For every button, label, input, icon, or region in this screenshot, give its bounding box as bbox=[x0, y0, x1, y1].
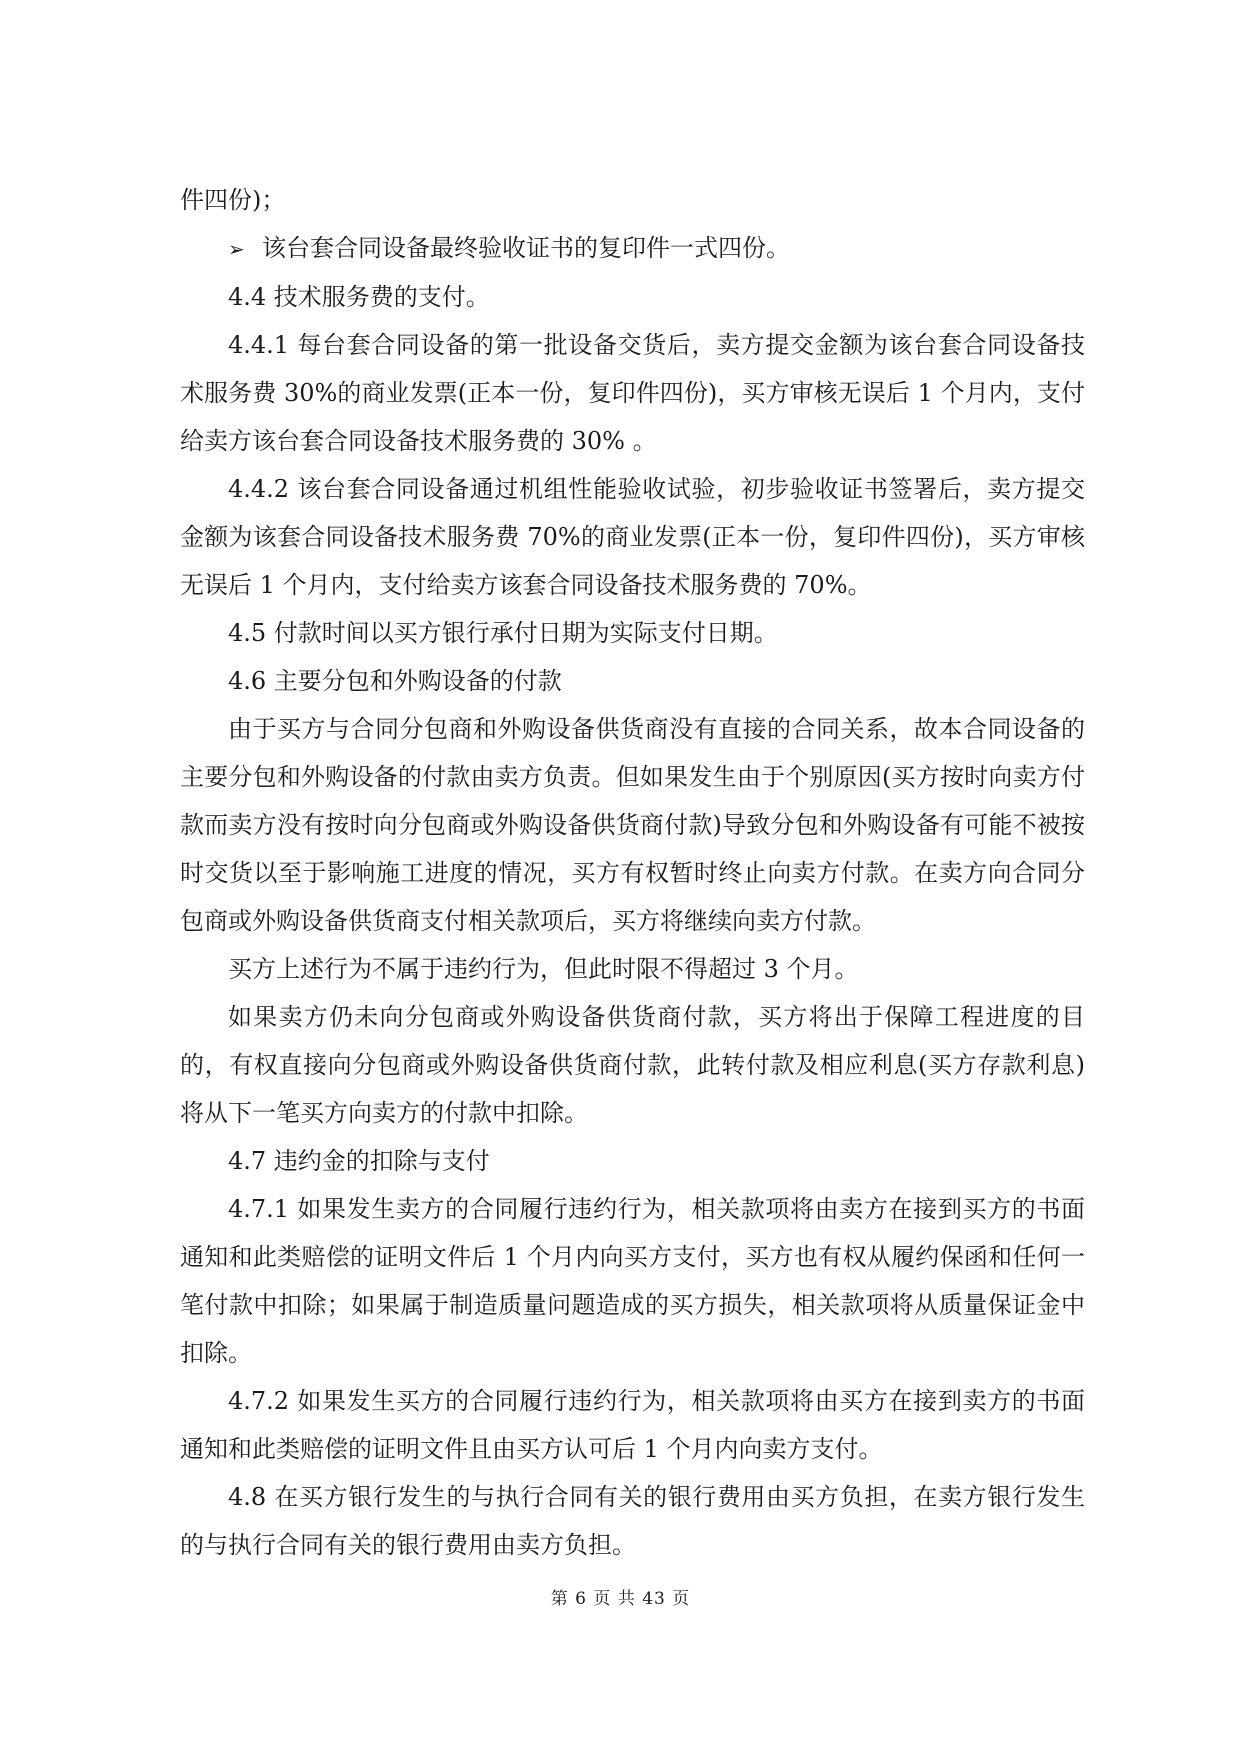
paragraph: 4.4.1 每台套合同设备的第一批设备交货后，卖方提交金额为该台套合同设备技术服务费 30%的商业发票(正本一份，复印件四份)，买方审核无误后 1 个月内，支付给卖方该台套合同设备技术服务费的 30% 。 bbox=[180, 331, 1085, 455]
bullet-paragraph bbox=[180, 224, 1085, 273]
paragraph: 4.4.2 该台套合同设备通过机组性能验收试验，初步验收证书签署后，卖方提交金额为该套合同设备技术服务费 70%的商业发票(正本一份，复印件四份)，买方审核无误后 1 个月内，支付给卖方该套合同设备技术服务费的 70%。 bbox=[180, 475, 1085, 599]
paragraph: 如果卖方仍未向分包商或外购设备供货商付款，买方将出于保障工程进度的目的，有权直接向分包商或外购设备供货商付款，此转付款及相应利息(买方存款利息)将从下一笔买方向卖方的付款中扣除。 bbox=[180, 1003, 1085, 1127]
paragraph: 4.8 在买方银行发生的与执行合同有关的银行费用由买方负担，在卖方银行发生的与执行合同有关的银行费用由卖方负担。 bbox=[180, 1483, 1085, 1559]
paragraph: 4.7.1 如果发生卖方的合同履行违约行为，相关款项将由卖方在接到买方的书面通知和此类赔偿的证明文件后 1 个月内向买方支付，买方也有权从履约保函和任何一笔付款中扣除；如果属于制造质量问题造成的买方损失，相关款项将从质量保证金中扣除。 bbox=[180, 1195, 1085, 1367]
bullet-text: 该台套合同设备最终验收证书的复印件一式四份。 bbox=[262, 234, 790, 262]
paragraph: 买方上述行为不属于违约行为，但此时限不得超过 3 个月。 bbox=[228, 955, 859, 983]
paragraph: 4.4 技术服务费的支付。 bbox=[228, 283, 490, 311]
body-text bbox=[180, 176, 1085, 1569]
paragraph: 件四份)； bbox=[180, 186, 286, 214]
paragraph: 4.7 违约金的扣除与支付 bbox=[228, 1147, 490, 1175]
paragraph: 由于买方与合同分包商和外购设备供货商没有直接的合同关系，故本合同设备的主要分包和外购设备的付款由卖方负责。但如果发生由于个别原因(买方按时向卖方付款而卖方没有按时向分包商或外购设备供货商付款)导致分包和外购设备有可能不被按时交货以至于影响施工进度的情况，买方有权暂时终止向卖方付款。在卖方向合同分包商或外购设备供货商支付相关款项后，买方将继续向卖方付款。 bbox=[180, 715, 1085, 935]
paragraph: 4.7.2 如果发生买方的合同履行违约行为，相关款项将由买方在接到卖方的书面通知和此类赔偿的证明文件且由买方认可后 1 个月内向卖方支付。 bbox=[180, 1387, 1085, 1463]
arrow-bullet-icon: ➢ bbox=[228, 237, 245, 261]
paragraph: 4.6 主要分包和外购设备的付款 bbox=[228, 667, 562, 695]
paragraph: 4.5 付款时间以买方银行承付日期为实际支付日期。 bbox=[228, 619, 778, 647]
page-number-footer: 第 6 页 共 43 页 bbox=[550, 1589, 691, 1609]
